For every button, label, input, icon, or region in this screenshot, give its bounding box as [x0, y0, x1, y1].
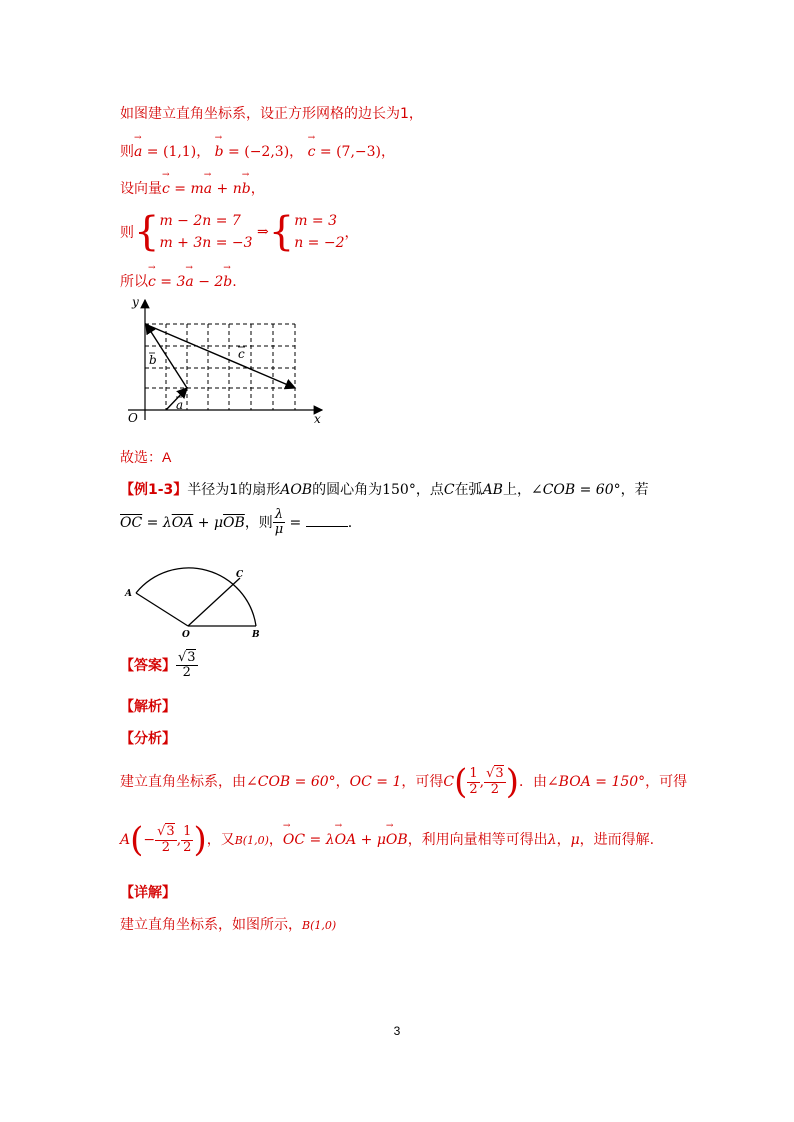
y-label: y	[132, 295, 139, 309]
detail-label: 【详解】	[120, 885, 176, 901]
answer-line: 【答案】 $\frac{√3}{2}$	[120, 650, 196, 681]
x-label: x	[314, 412, 321, 426]
sector-figure	[122, 556, 272, 642]
vector-definitions: 则→ a = (1,1)， → b = (−2,3)， → c = (7,−3)，	[120, 141, 395, 161]
point-o-label: O	[182, 630, 190, 640]
intro-setup: 如图建立直角坐标系，设正方形网格的边长为1，	[120, 106, 423, 122]
vector-c-label: c	[238, 347, 245, 361]
vector-b-label: b	[149, 353, 157, 367]
vector-a-label: a	[176, 398, 184, 412]
fenxi-line1: 建立直角坐标系，由∠COB = 60°，OC = 1，可得C( $\frac{1}{2}$ , $\frac{√3}{2}$ )．由∠BOA = 150°，可得	[120, 762, 688, 802]
dashed-grid	[145, 324, 295, 410]
analysis-label: 【解析】	[120, 699, 176, 715]
result-line: 所以→ c = 3→ a − 2→ b.	[120, 271, 237, 291]
answer-select: 故选：A	[120, 449, 172, 465]
origin-label: O	[128, 411, 138, 425]
example-problem-line2: $\overline{OC} = \lambda\overline{OA} + \mu\overline{OB}$，则 $\frac{\lambda}{\mu}$ = .	[120, 507, 353, 538]
point-a-label: A	[125, 589, 132, 599]
page-number: 3	[393, 1024, 401, 1038]
set-vector-line: 设向量→ c = m→ a + n→ b，	[120, 178, 265, 198]
vector-grid-figure	[118, 294, 328, 426]
fenxi-line2: A(− $\frac{√3}{2}$ , $\frac{1}{2}$ )，又B(1,0)，→ OC = λ→ OA + μ→ OB，利用向量相等可得出λ，μ，进而得解.	[120, 823, 654, 857]
equation-system: 则{ m − 2n = 7 m + 3n = −3 ⇒{ m = 3 n = −2 ，	[120, 209, 359, 255]
radius-oa	[136, 593, 188, 626]
fenxi-label: 【分析】	[120, 731, 176, 747]
example-problem-line1: 【例1-3】半径为1的扇形AOB的圆心角为150°，点C在弧AB上，∠COB = 60°，若	[120, 482, 649, 498]
point-c-label: C	[236, 570, 244, 580]
detail-line: 建立直角坐标系，如图所示，B(1,0)	[120, 917, 337, 933]
radius-oc	[188, 578, 240, 626]
point-b-label: B	[252, 630, 260, 640]
